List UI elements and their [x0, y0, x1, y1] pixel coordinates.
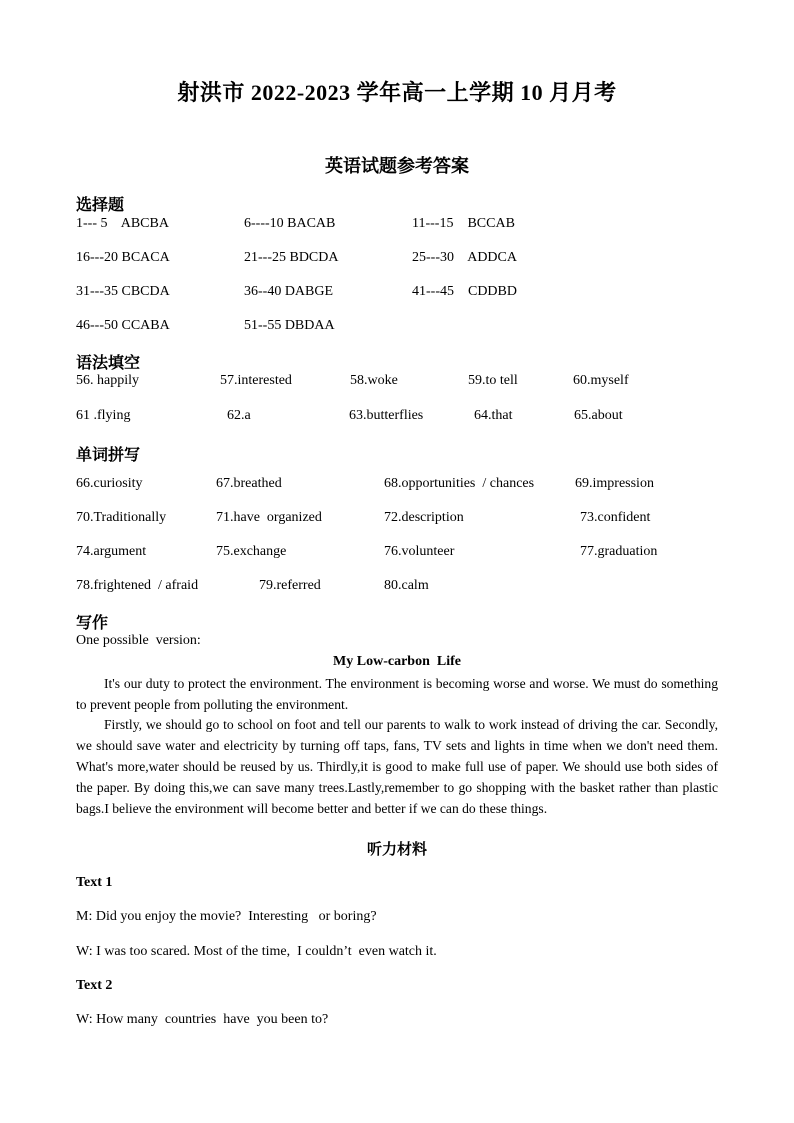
answer-cell: 1--- 5 ABCBA: [76, 216, 169, 231]
answer-cell: 66.curiosity: [76, 476, 143, 491]
section-heading-listening: 听力材料: [366, 840, 427, 858]
answer-cell: 78.frightened / afraid: [76, 578, 199, 593]
answer-cell: 57.interested: [220, 373, 292, 388]
answer-cell: 51--55 DBDAA: [244, 318, 335, 333]
answer-cell: 65.about: [574, 408, 623, 423]
answer-cell: 68.opportunities / chances: [384, 476, 535, 491]
document-subtitle: 英语试题参考答案: [325, 156, 469, 176]
answer-cell: 6----10 BACAB: [244, 216, 336, 231]
answer-cell: 56. happily: [76, 373, 139, 388]
dialogue-line: W: How many countries have you been to?: [76, 1012, 329, 1027]
section-heading-multiple-choice: 选择题: [76, 195, 125, 214]
answer-cell: 69.impression: [575, 476, 654, 491]
answer-cell: 58.woke: [350, 373, 398, 388]
answer-cell: 73.confident: [580, 510, 651, 525]
dialogue-line: M: Did you enjoy the movie? Interesting or boring?: [76, 909, 377, 924]
section-heading-word-spelling: 单词拼写: [76, 445, 141, 464]
section-heading-grammar-fill: 语法填空: [76, 353, 141, 372]
answer-cell: 31---35 CBCDA: [76, 284, 170, 299]
answer-cell: 72.description: [384, 510, 464, 525]
answer-cell: 36--40 DABGE: [244, 284, 334, 299]
dialogue-line: W: I was too scared. Most of the time, I couldn’t even watch it.: [76, 944, 437, 959]
section-heading-writing: 写作: [76, 613, 109, 632]
writing-intro: One possible version:: [76, 633, 201, 648]
answer-cell: 75.exchange: [216, 544, 287, 559]
answer-cell: 21---25 BDCDA: [244, 250, 339, 265]
answer-cell: 79.referred: [259, 578, 321, 593]
answer-cell: 41---45 CDDBD: [412, 284, 517, 299]
answer-cell: 76.volunteer: [384, 544, 455, 559]
answer-cell: 25---30 ADDCA: [412, 250, 517, 265]
answer-cell: 16---20 BCACA: [76, 250, 170, 265]
answer-cell: 61 .flying: [76, 408, 131, 423]
answer-cell: 77.graduation: [580, 544, 658, 559]
answer-cell: 60.myself: [573, 373, 629, 388]
answer-cell: 70.Traditionally: [76, 510, 167, 525]
answer-cell: 59.to tell: [468, 373, 518, 388]
listening-text-label: Text 1: [76, 875, 113, 890]
essay-paragraph: It's our duty to protect the environment. The environment is becoming worse and worse. We must do something to prevent people from polluting the environment.: [76, 676, 718, 712]
answer-cell: 67.breathed: [216, 476, 282, 491]
essay-paragraph: Firstly, we should go to school on foot and tell our parents to walk to work instead of driving the car. Secondly, we should save water and electricity by turning off taps, fans, TV sets and lights in time when we don't need them. What's more,water should be reused by us. Thirdly,it is good to make full use of paper. We should use both sides of the paper. By doing this,we can save many trees.Lastly,remember to go shopping with the basket rather than plastic bags.I believe the environment will become better and better if we can do these things.: [76, 717, 718, 816]
answer-cell: 46---50 CCABA: [76, 318, 170, 333]
answer-cell: 63.butterflies: [349, 408, 424, 423]
answer-cell: 71.have organized: [216, 510, 322, 525]
essay-title: My Low-carbon Life: [333, 654, 461, 669]
answer-cell: 64.that: [474, 408, 513, 423]
answer-cell: 80.calm: [384, 578, 429, 593]
listening-text-label: Text 2: [76, 978, 113, 993]
answer-cell: 62.a: [227, 408, 251, 423]
answer-cell: 11---15 BCCAB: [412, 216, 515, 231]
document-title: 射洪市 2022-2023 学年高一上学期 10 月月考: [177, 80, 617, 105]
answer-cell: 74.argument: [76, 544, 147, 559]
